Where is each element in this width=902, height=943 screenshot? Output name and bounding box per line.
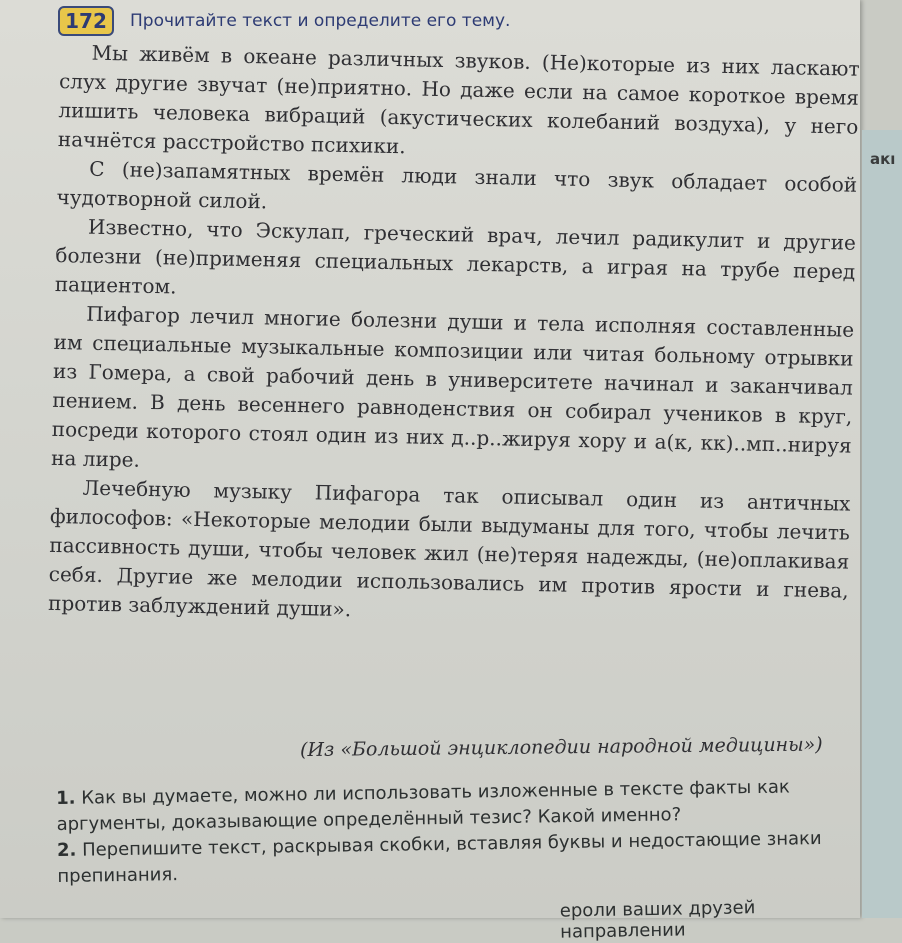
exercise-number-badge: 172 — [58, 6, 114, 36]
question-text: Перепишите текст, раскрывая скобки, вставляя буквы и недостающие знаки препинания. — [57, 827, 822, 887]
exercise-header — [58, 6, 510, 36]
adjacent-page-strip — [862, 130, 902, 918]
adjacent-page-fragment: акı — [870, 150, 896, 168]
paragraph-5: Лечебную музыку Пифагора так описывал один из античных философов: «Некоторые мелодии были выдуманы для того, чтобы лечить пассивность души, чтобы человек жил (не)теряя надежды, (не)оплакивая себя. Другие же мелодии использовались им против ярости и гнева, против заблуждений души». — [47, 475, 851, 622]
question-text: Как вы думаете, можно ли использовать изложенные в тексте факты как аргументы, доказывающие определённый тезис? Какой именно? — [56, 776, 790, 835]
paragraph-4: Пифагор лечил многие болезни души и тела исполняя составленные им специальные музыкальные композиции или читая больному отрывки из Гомера, а свой рабочий день в университете начинал и заканчивал пением. В день весеннего равноденствия он собирал учеников в круг, посреди которого стоял один из них д..р..жируя хору и а(к, кк)..мп..нируя на лире. — [50, 301, 855, 472]
question-number: 2. — [56, 839, 77, 861]
question-number: 1. — [56, 787, 76, 809]
cutoff-text-line: ероли ваших друзей направлении — [559, 897, 756, 943]
exercise-instruction: Прочитайте текст и определите его тему. — [130, 11, 511, 31]
paragraph-2: С (не)запамятных времён люди знали что звук обладает особой чудотворной силой. — [56, 156, 858, 214]
source-citation: (Из «Большой энциклопедии народной медицины») — [299, 733, 823, 762]
questions-list — [56, 773, 898, 890]
paragraph-3: Известно, что Эскулап, греческий врач, лечил радикулит и другие болезни (не)применяя специальных лекарств, а играя на трубе перед пациентом. — [54, 214, 857, 299]
main-text — [48, 38, 860, 635]
paragraph-1: Мы живём в океане различных звуков. (Не)которые из них ласкают слух другие звучат (не)приятно. Но даже если на самое короткое время лишить человека вибраций (акустических колебаний воздуха), у него начнётся расстройство психики. — [57, 40, 860, 159]
